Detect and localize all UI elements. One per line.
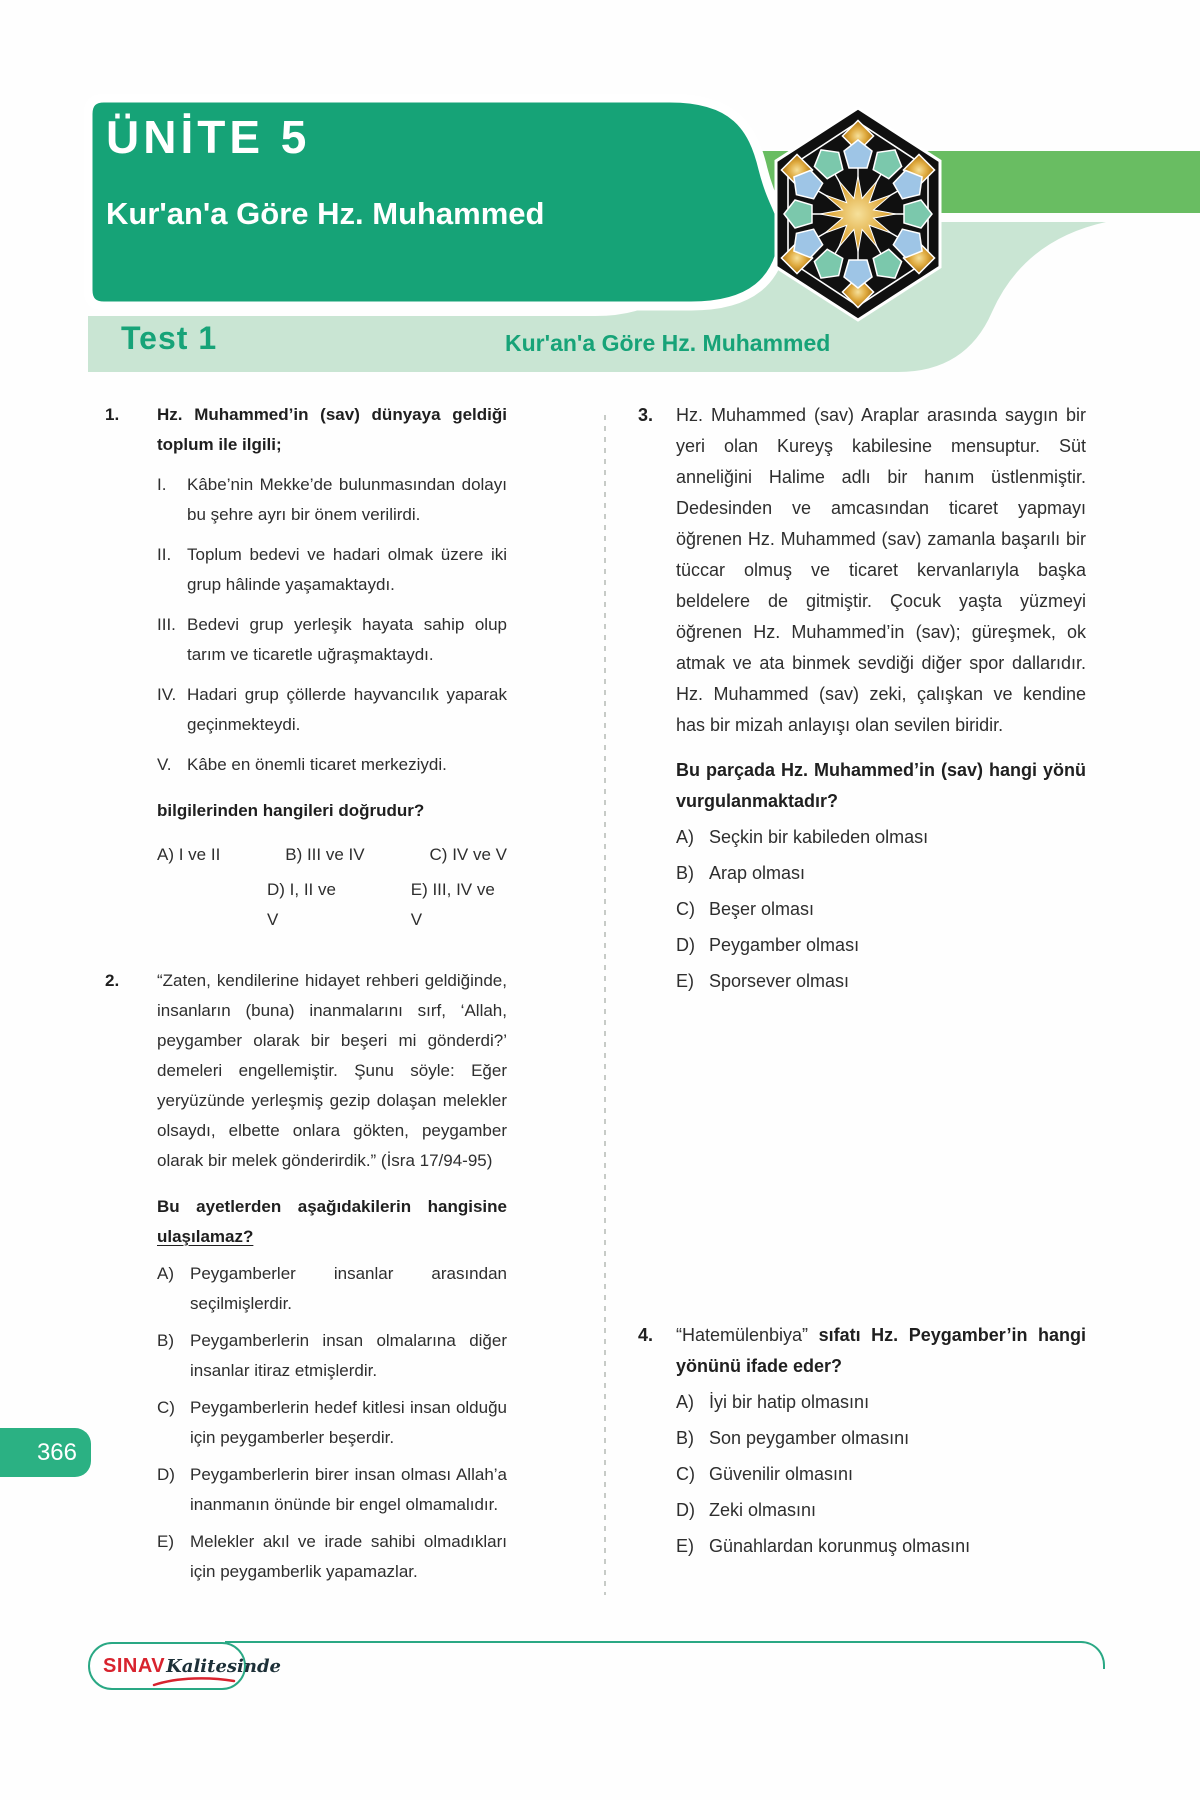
option-e — [157, 1527, 507, 1587]
option-b: B) III ve IV — [285, 845, 365, 864]
option-letter: C) — [157, 1398, 175, 1417]
roman-item-text: Bedevi grup yerleşik hayata sahip olup tarım ve ticaretle uğraşmaktaydı. — [187, 615, 507, 664]
option-text: Güvenilir olmasını — [709, 1464, 854, 1484]
question-1-intro: Hz. Muhammed’in (sav) dünyaya geldiği toplum ile ilgili; — [157, 405, 507, 454]
page-number-tab: 366 — [0, 1428, 91, 1477]
question-1-stem: bilgilerinden hangileri doğrudur? — [157, 801, 425, 820]
option-text: Peygamberlerin birer insan olması Allah’a inanmanın önünde bir engel olmamalıdır. — [190, 1465, 507, 1514]
option-e: E) III, IV ve V — [410, 880, 495, 929]
roman-numeral: II. — [157, 545, 172, 564]
question-4-stem — [676, 1320, 1086, 1382]
option-letter: B) — [676, 863, 694, 883]
option-d — [676, 930, 1086, 961]
option-letter: E) — [157, 1532, 174, 1551]
stem-text: sıfatı Hz. Peygamber’in hangi yönünü ifade eder? — [676, 1325, 1086, 1376]
option-letter: C) — [676, 899, 695, 919]
option-letter: A) — [676, 827, 694, 847]
roman-item-5 — [157, 750, 507, 780]
option-letter: A) — [676, 1392, 694, 1412]
option-e — [676, 966, 1086, 997]
option-text: Zeki olmasını — [709, 1500, 817, 1520]
option-text: Günahlardan korunmuş olmasını — [709, 1536, 971, 1556]
roman-numeral: III. — [157, 615, 176, 634]
test-bar-title: Kur'an'a Göre Hz. Muhammed — [505, 330, 831, 356]
option-b — [676, 858, 1086, 889]
publisher-logo — [88, 1642, 281, 1690]
option-text: İyi bir hatip olmasını — [709, 1392, 870, 1412]
option-text: Peygamberler insanlar arasından seçilmişlerdir. — [190, 1264, 507, 1313]
question-2-number: 2. — [105, 971, 120, 990]
question-4-number: 4. — [638, 1325, 654, 1345]
unit-title: Kur'an'a Göre Hz. Muhammed — [106, 196, 545, 231]
roman-item-3 — [157, 610, 507, 670]
option-c: C) IV ve V — [429, 845, 507, 864]
publisher-logo-script: Kalitesinde — [166, 1655, 281, 1677]
option-letter: B) — [157, 1331, 174, 1350]
option-a — [676, 822, 1086, 853]
roman-item-text: Kâbe en önemli ticaret merkeziydi. — [187, 755, 447, 774]
roman-item-text: Toplum bedevi ve hadari olmak üzere iki grup hâlinde yaşamaktaydı. — [187, 545, 507, 594]
option-a — [676, 1387, 1086, 1418]
option-text: Arap olması — [709, 863, 806, 883]
unit-label: ÜNİTE 5 — [106, 111, 311, 163]
question-1 — [105, 400, 507, 935]
roman-numeral: IV. — [157, 685, 177, 704]
option-text: Son peygamber olmasını — [709, 1428, 910, 1448]
option-letter: C) — [676, 1464, 695, 1484]
option-d — [157, 1460, 507, 1520]
option-letter: D) — [676, 935, 695, 955]
roman-item-text: Hadari grup çöllerde hayvancılık yaparak geçinmekteydi. — [187, 685, 507, 734]
footer-rule — [225, 1641, 1105, 1669]
option-letter: A) — [157, 1264, 174, 1283]
option-a: A) I ve II — [157, 845, 221, 864]
option-d: D) I, II ve V — [267, 880, 336, 929]
option-b — [676, 1423, 1086, 1454]
roman-numeral: V. — [157, 755, 172, 774]
question-3 — [638, 400, 1086, 997]
question-4 — [638, 1320, 1086, 1562]
option-text: Sporsever olması — [709, 971, 850, 991]
option-letter: B) — [676, 1428, 694, 1448]
question-2 — [105, 966, 507, 1587]
option-text: Melekler akıl ve irade sahibi olmadıkları için peygamberlik yapamazlar. — [190, 1532, 507, 1581]
roman-numeral: I. — [157, 475, 167, 494]
test-label: Test 1 — [121, 320, 218, 356]
option-d — [676, 1495, 1086, 1526]
option-e — [676, 1531, 1086, 1562]
roman-item-4 — [157, 680, 507, 740]
logo-swoosh — [152, 1677, 238, 1687]
question-3-passage: Hz. Muhammed (sav) Araplar arasında saygın bir yeri olan Kureyş kabilesine mensuptur. Süt anneliğini Halime adlı bir hanım üstlenmiştir. Dedesinden ve amcasından ticaret yapmayı öğrenen Hz. Muhammed (sav) zamanla başarılı bir tüccar olmuş ve ticaret kervanlarıyla başka beldelere de gitmiştir. Çocuk yaşta yüzmeyi öğrenen Hz. Muhammed’in (sav); güreşmek, ok atmak ve ata binmek sevdiği diğer spor dallarıdır. Hz. Muhammed (sav) zeki, çalışkan ve kendine has bir mizah anlayışı olan sevilen biridir. — [676, 405, 1086, 735]
option-text: Seçkin bir kabileden olması — [709, 827, 929, 847]
question-1-options-row-2 — [157, 875, 507, 935]
option-c — [676, 894, 1086, 925]
question-2-stem — [157, 1192, 507, 1252]
question-1-number: 1. — [105, 405, 120, 424]
question-3-number: 3. — [638, 405, 654, 425]
option-text: Beşer olması — [709, 899, 815, 919]
option-c — [676, 1459, 1086, 1490]
option-letter: E) — [676, 1536, 694, 1556]
option-text: Peygamberlerin insan olmalarına diğer insanlar itiraz etmişlerdir. — [190, 1331, 507, 1380]
roman-item-2 — [157, 540, 507, 600]
option-letter: E) — [676, 971, 694, 991]
option-b — [157, 1326, 507, 1386]
column-divider — [604, 415, 606, 1595]
option-letter: D) — [676, 1500, 695, 1520]
question-2-passage: “Zaten, kendilerine hidayet rehberi geldiğinde, insanların (buna) inanmalarını sırf, ‘Allah, peygamber olarak bir beşeri mi gönderdi?’ demeleri engellemiştir. Şunu söyle: Eğer yeryüzünde yerleşmiş gezip dolaşan melekler olsaydı, elbette onlara gökten, peygamber olarak bir melek gönderirdik.” (İsra 17/94-95) — [157, 971, 507, 1170]
option-a — [157, 1259, 507, 1319]
stem-quoted-word: “Hatemülenbiya” — [676, 1325, 819, 1345]
stem-text: Bu ayetlerden aşağıdakilerin hangisine — [157, 1197, 507, 1216]
option-text: Peygamber olması — [709, 935, 860, 955]
option-c — [157, 1393, 507, 1453]
roman-item-text: Kâbe’nin Mekke’de bulunmasından dolayı bu şehre ayrı bir önem verilirdi. — [187, 475, 507, 524]
publisher-logo-text: SINAV — [103, 1654, 166, 1677]
stem-underlined-word: ulaşılamaz? — [157, 1227, 254, 1246]
question-3-stem: Bu parçada Hz. Muhammed’in (sav) hangi yönü vurgulanmaktadır? — [676, 760, 1086, 811]
option-letter: D) — [157, 1465, 175, 1484]
option-text: Peygamberlerin hedef kitlesi insan olduğu için peygamberler beşerdir. — [190, 1398, 507, 1447]
roman-item-1 — [157, 470, 507, 530]
question-1-options-row-1 — [157, 840, 507, 870]
